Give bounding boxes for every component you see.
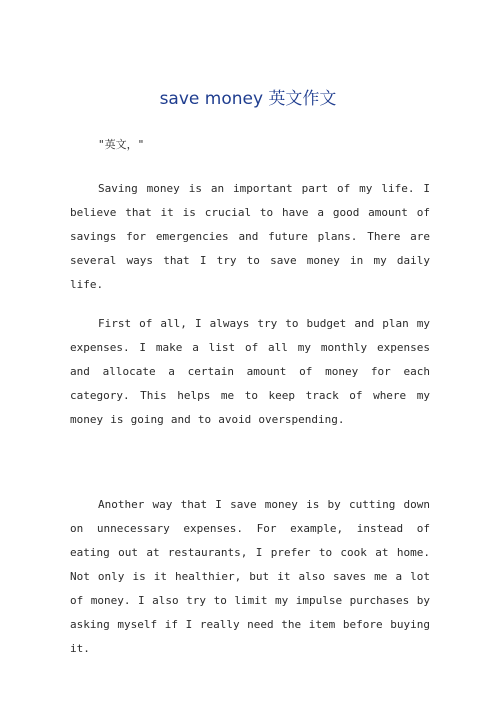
paragraph-subtitle: "英文，": [98, 138, 145, 151]
paragraph-budget: First of all, I always try to budget and plan my expenses. I make a list of all my monthly expenses and allocate a certain amount of money for each category. This helps me to keep track of where my money is going and to avoid overspending.: [70, 317, 430, 426]
paragraph-intro: Saving money is an important part of my life. I believe that it is crucial to have a good amount of savings for emergencies and future plans. There are several ways that I try to save money in my daily life.: [70, 182, 430, 291]
document-title: save money 英文作文: [159, 89, 337, 109]
paragraph-cutting-expenses: Another way that I save money is by cutting down on unnecessary expenses. For example, instead of eating out at restaurants, I prefer to cook at home. Not only is it healthier, but it also saves me a lot of money. I also try to limit my impulse purchases by asking myself if I really need the item before buying it.: [70, 498, 430, 655]
